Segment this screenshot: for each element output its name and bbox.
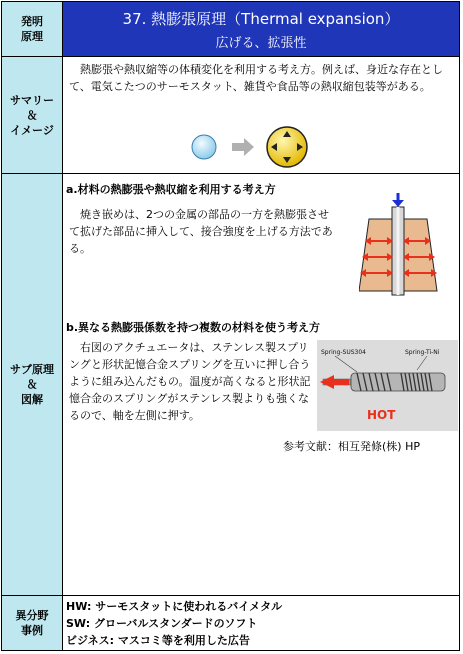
- sub-a-text: 焼き嵌めは、2つの金属の部品の一方を熱膨張させて拡げた部品に挿入して、接合強度を上げる方法である。: [69, 208, 333, 255]
- other-sw: SW: グローバルスタンダードのソフト: [66, 617, 258, 630]
- photo-label-left: Spring-SUS304: [321, 349, 366, 356]
- actuator-photo: [317, 340, 458, 431]
- other-business: ビジネス: マスコミ等を利用した広告: [66, 634, 250, 647]
- other-label-text: 異分野 事例: [15, 609, 49, 637]
- reference-text: 参考文献：相互発條(株) HP: [283, 440, 420, 453]
- summary-label: [2, 57, 63, 173]
- photo-hot-label: HOT: [367, 408, 396, 422]
- summary-text: 熱膨張や熱収縮等の体積変化を利用する考え方。例えば、身近な存在として、電気こたつのサーモスタット、雑貨や食品等の熱収縮包装等がある。: [69, 63, 443, 93]
- sub-label-text: サブ原理 ＆ 図解: [10, 363, 54, 406]
- shrink-fit-diagram: [359, 193, 439, 299]
- header-label-text: 発明 原理: [21, 15, 43, 43]
- sub-b-text: 右図のアクチュエータは、ステンレス製スプリングと形状記憶合金スプリングを互いに押し合うように組み込んだもの。温度が高くなると形状記憶合金のスプリングがステンレス製よりも強くなるので、軸を左側に押す。: [69, 341, 311, 422]
- right-arrow-icon: [232, 138, 254, 156]
- sub-label: [2, 174, 63, 595]
- small-sphere-icon: [192, 135, 216, 159]
- summary-label-text: サマリー ＆ イメージ: [10, 93, 54, 137]
- header-label: [2, 2, 63, 56]
- page-subtitle: 広げる、拡張性: [215, 36, 307, 51]
- blue-down-arrow-icon: [392, 193, 404, 207]
- sub-b-title: b.異なる熱膨張係数を持つ複数の材料を使う考え方: [66, 321, 321, 334]
- page-title: 37. 熱膨張原理（Thermal expansion）: [122, 10, 400, 28]
- expansion-illustration: [182, 120, 322, 170]
- other-hw: HW: サーモスタットに使われるバイメタル: [66, 600, 283, 613]
- photo-label-right: Spring-Ti-Ni: [405, 349, 440, 356]
- sub-a-title: a.材料の熱膨張や熱収縮を利用する考え方: [66, 183, 276, 196]
- title-banner: [63, 2, 459, 56]
- other-label: [2, 596, 63, 650]
- principle-sheet: [1, 1, 460, 651]
